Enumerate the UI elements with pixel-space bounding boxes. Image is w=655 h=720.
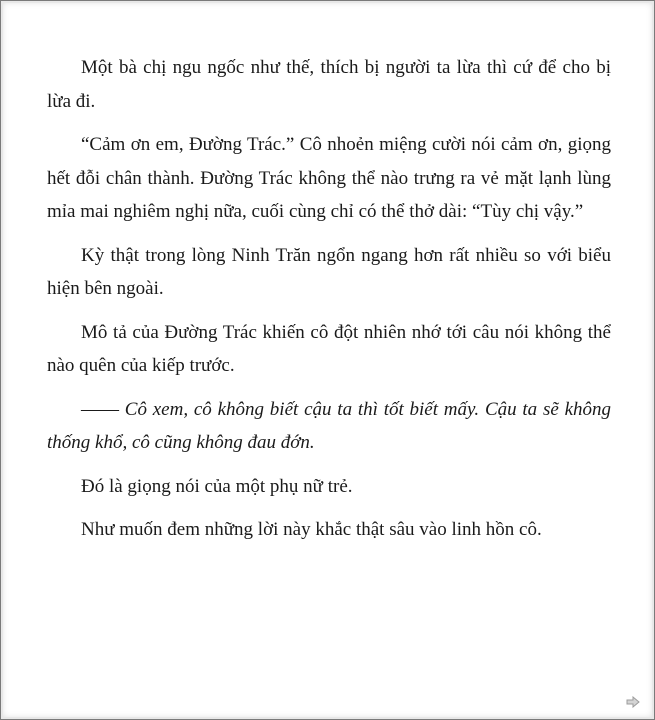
- paragraph: Đó là giọng nói của một phụ nữ trẻ.: [81, 475, 353, 497]
- paragraph: Một bà chị ngu ngốc như thế, thích bị người ta lừa thì cứ để cho bị lừa đi.: [47, 57, 611, 112]
- page-body: [47, 51, 611, 557]
- paragraph: “Cảm ơn em, Đường Trác.” Cô nhoẻn miệng cười nói cảm ơn, giọng hết đỗi chân thành. Đường Trác không thể nào trưng ra vẻ mặt lạnh lùng mỉa mai nghiêm nghị nữa, cuối cùng chỉ có thể thở dài: “Tùy chị vậy.”: [47, 134, 611, 222]
- next-page-arrow-icon[interactable]: [626, 696, 640, 708]
- italic-quote-paragraph: [47, 393, 611, 460]
- paragraph: Kỳ thật trong lòng Ninh Trăn ngổn ngang hơn rất nhiều so với biểu hiện bên ngoài.: [47, 244, 611, 299]
- paragraph: Như muốn đem những lời này khắc thật sâu vào linh hồn cô.: [81, 519, 542, 540]
- italic-quote-text: Cô xem, cô không biết cậu ta thì tốt biết mấy. Cậu ta sẽ không thống khổ, cô cũng không đau đớn.: [47, 398, 612, 453]
- em-dash: ——: [81, 398, 119, 420]
- paragraph: Mô tả của Đường Trác khiến cô đột nhiên nhớ tới câu nói không thể nào quên của kiếp trước.: [47, 321, 611, 376]
